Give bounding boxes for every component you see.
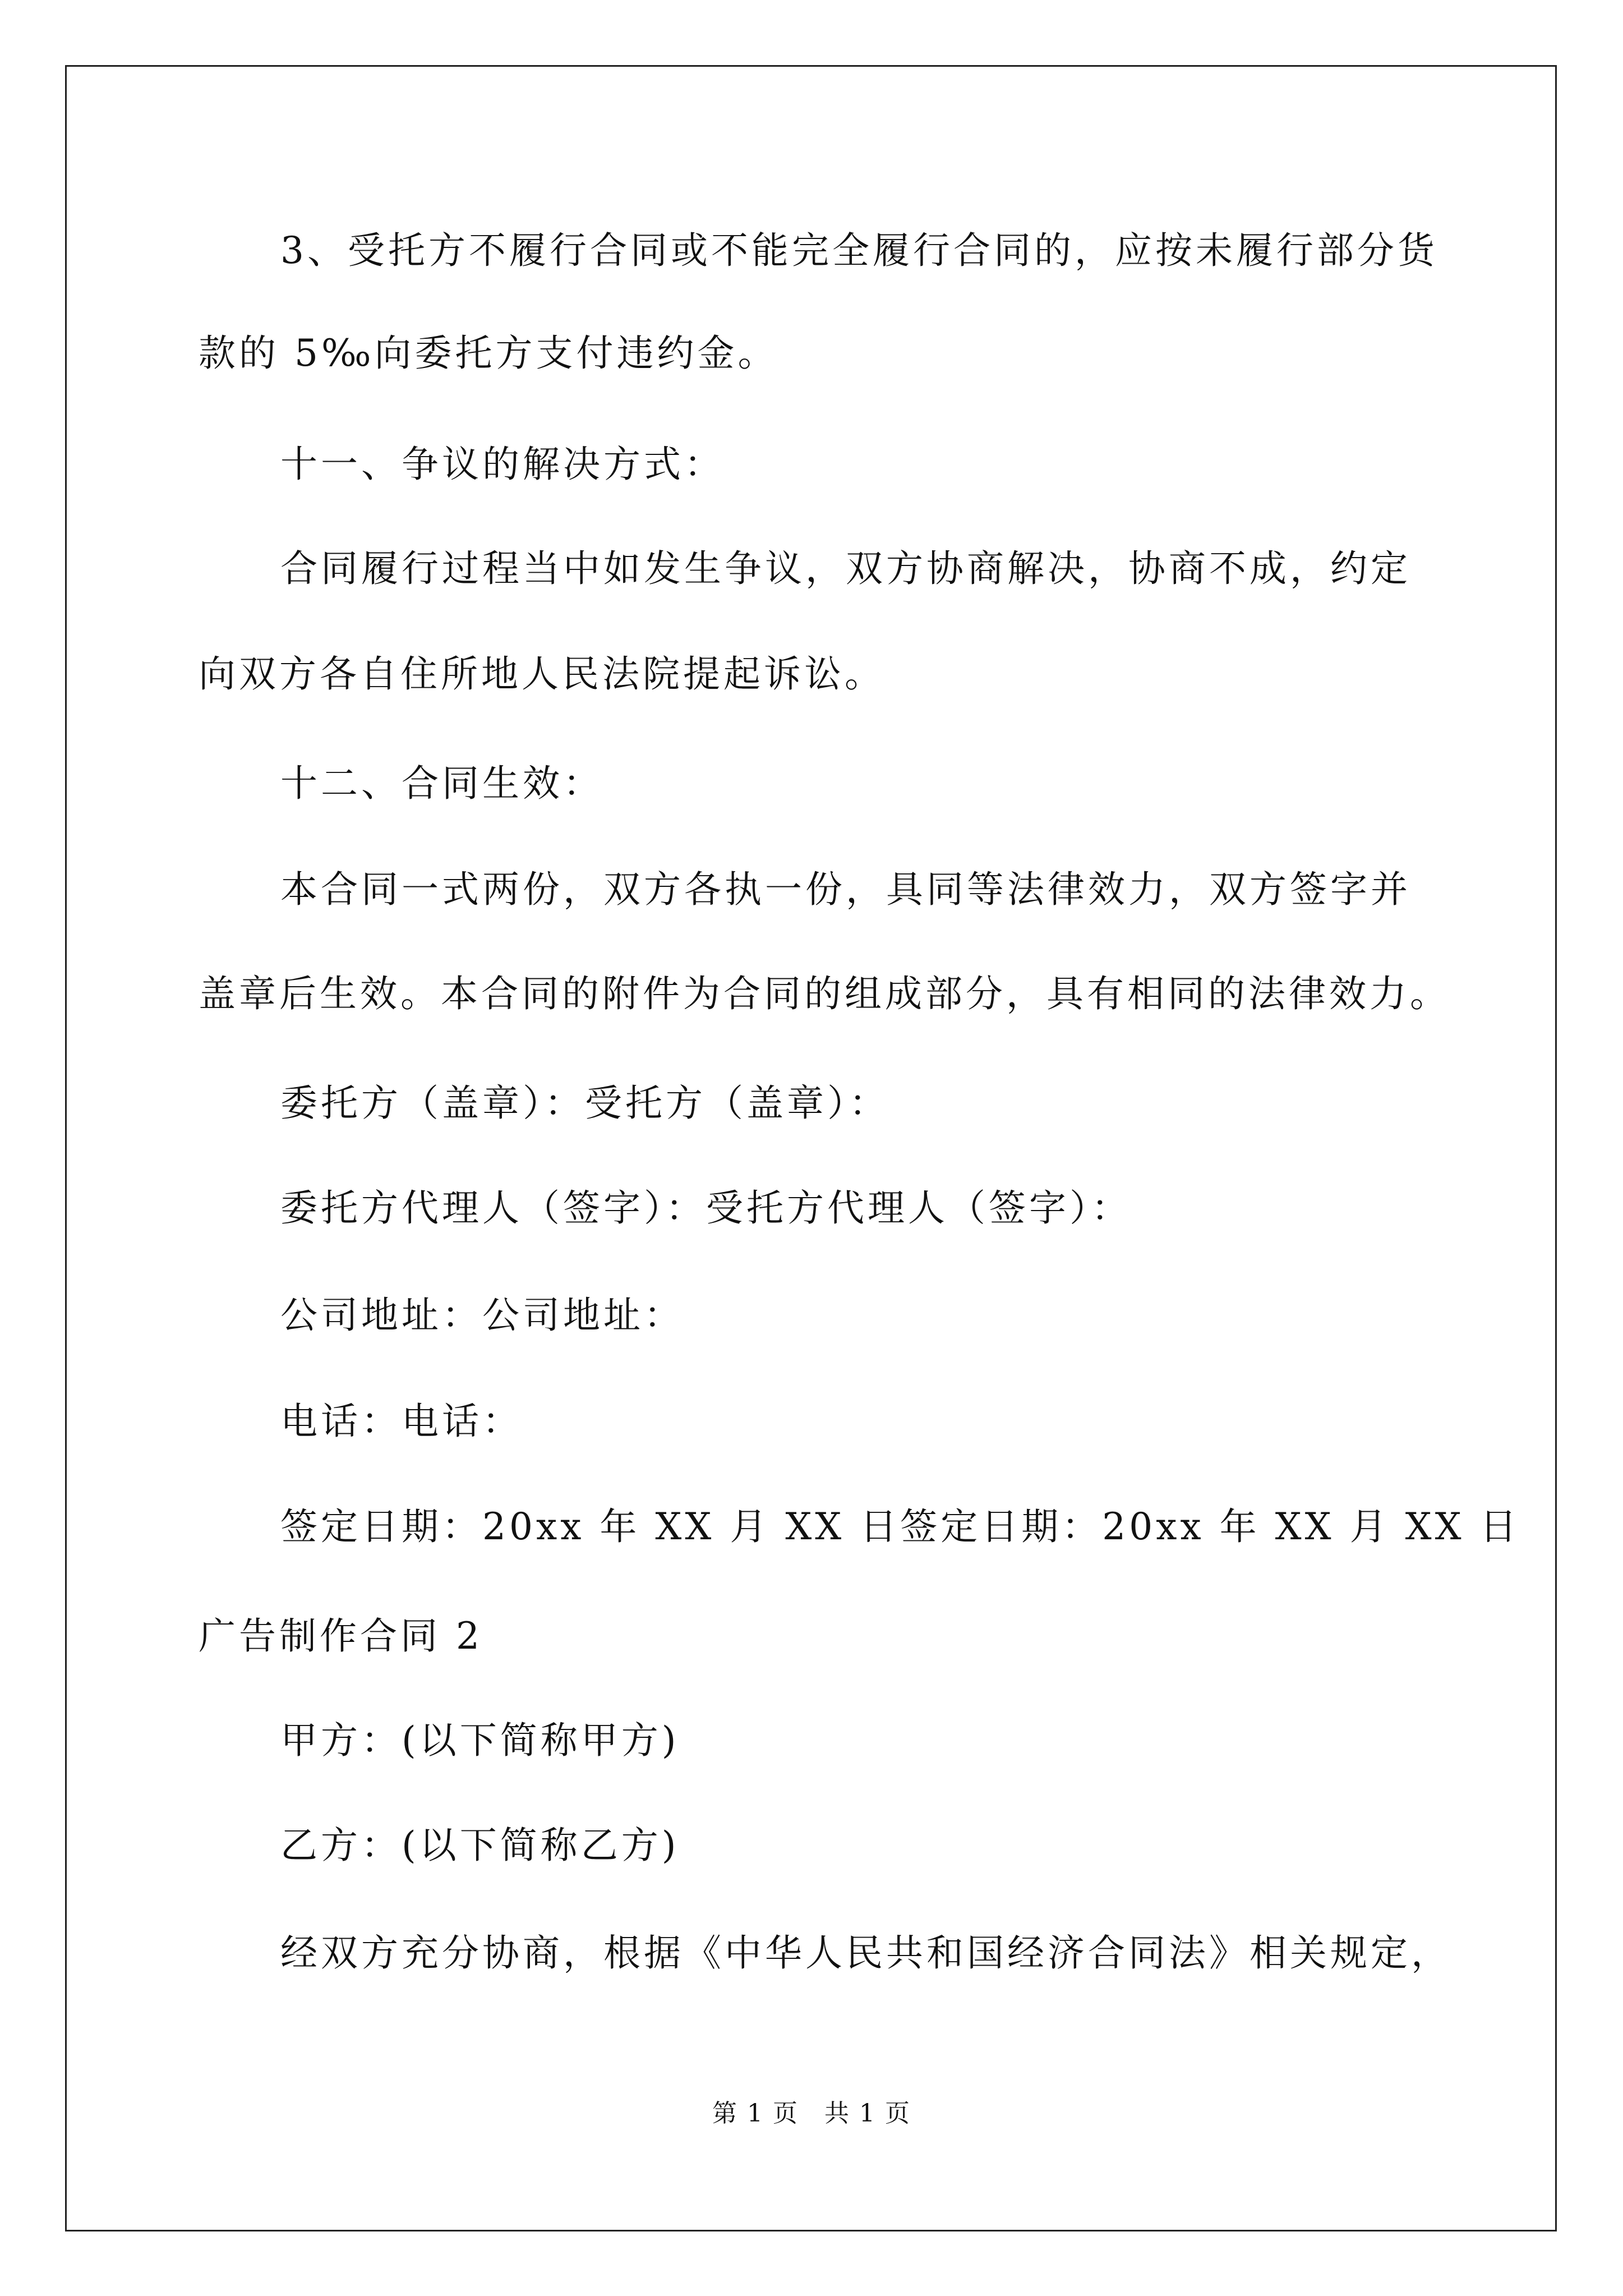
paragraph-line: 本合同一式两份，双方各执一份，具同等法律效力，双方签字并 [280, 868, 1411, 911]
page-number: 第 1 页 共 1 页 [712, 2099, 911, 2128]
document-title: 广告制作合同 2 [199, 1614, 483, 1658]
paragraph-line: 3、受托方不履行合同或不能完全履行合同的，应按未履行部分货 [280, 229, 1438, 272]
page-border [65, 65, 1557, 2231]
seal-line: 委托方（盖章）：受托方（盖章）： [280, 1082, 889, 1125]
paragraph-line: 向双方各自住所地人民法院提起诉讼。 [199, 652, 885, 696]
section-heading: 十二、合同生效： [280, 762, 603, 805]
section-heading: 十一、争议的解决方式： [280, 443, 725, 486]
address-line: 公司地址：公司地址： [280, 1294, 684, 1337]
party-a-line: 甲方：(以下简称甲方) [280, 1719, 680, 1762]
paragraph-line: 经双方充分协商，根据《中华人民共和国经济合同法》相关规定， [280, 1931, 1451, 1975]
signing-date-line: 签定日期：20xx 年 XX 月 XX 日签定日期：20xx 年 XX 月 XX 日 [280, 1505, 1520, 1548]
agent-signature-line: 委托方代理人（签字）：受托方代理人（签字）： [280, 1186, 1132, 1230]
party-b-line: 乙方：(以下简称乙方) [280, 1824, 680, 1867]
paragraph-line: 盖章后生效。本合同的附件为合同的组成部分，具有相同的法律效力。 [199, 972, 1450, 1015]
paragraph-line: 款的 5‰向委托方支付违约金。 [199, 332, 778, 375]
paragraph-line: 合同履行过程当中如发生争议，双方协商解决，协商不成，约定 [280, 547, 1411, 590]
phone-line: 电话：电话： [280, 1400, 523, 1443]
